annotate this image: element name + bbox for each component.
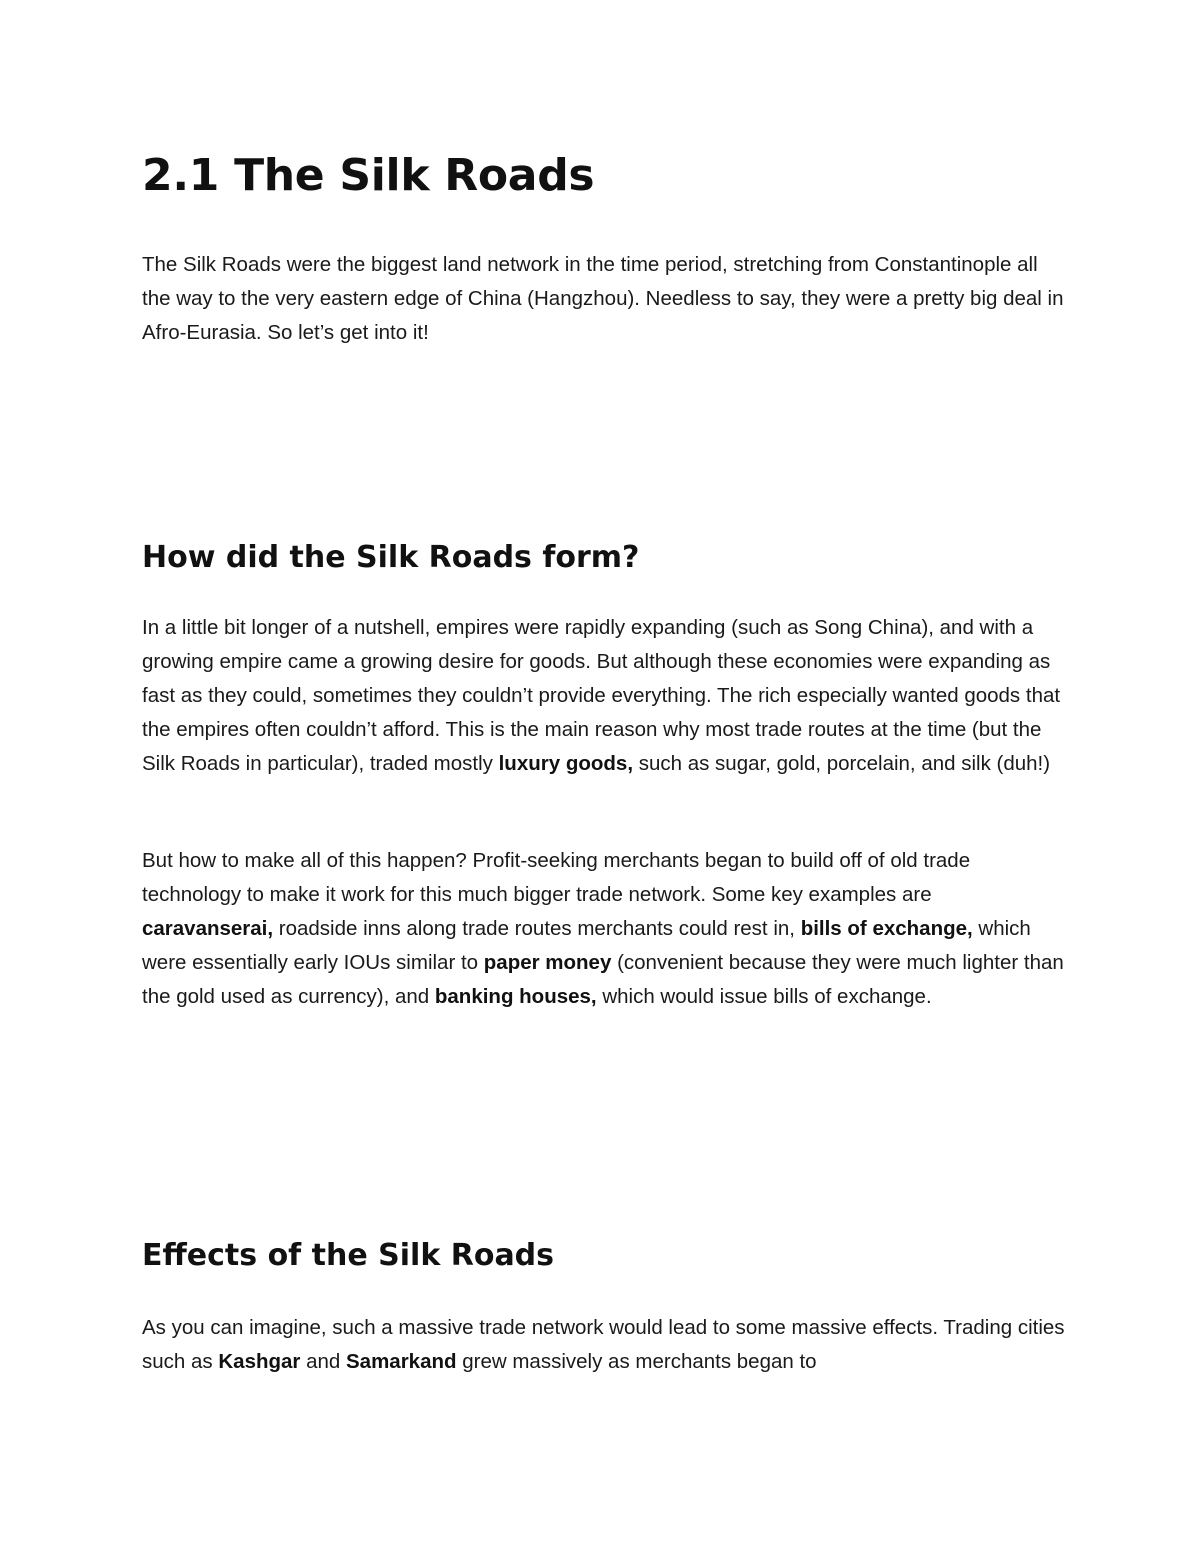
formation-paragraph-1 [142, 611, 1067, 781]
intro-paragraph: The Silk Roads were the biggest land network in the time period, stretching from Constantinople all the way to the very eastern edge of China (Hangzhou). Needless to say, they were a pretty big deal in Afro-Eurasia. So let’s get into it! [142, 253, 1064, 344]
section-heading-formation: How did the Silk Roads form? [142, 540, 640, 575]
bold-term-samarkand: Samarkand [346, 1350, 457, 1373]
paragraph-text: roadside inns along trade routes merchants could rest in, [273, 917, 801, 940]
bold-term-paper-money: paper money [483, 951, 612, 974]
bold-term-luxury-goods: luxury goods, [498, 752, 634, 775]
paragraph-text: But how to make all of this happen? Profit-seeking merchants began to build off of old trade technology to make it work for this much bigger trade network. Some key examples are [142, 849, 971, 906]
paragraph-text: grew massively as merchants began to [456, 1350, 817, 1373]
bold-term-caravanserai: caravanserai, [142, 917, 274, 940]
paragraph-text: such as sugar, gold, porcelain, and silk (duh!) [633, 752, 1051, 775]
paragraph-text: which were essentially early IOUs similar to [142, 917, 1031, 974]
bold-term-kashgar: Kashgar [218, 1350, 301, 1373]
paragraph-text: In a little bit longer of a nutshell, empires were rapidly expanding (such as Song China), and with a growing empire came a growing desire for goods. But although these economies were expanding as fast as they could, sometimes they couldn’t provide everything. The rich especially wanted goods that the empires often couldn’t afford. This is the main reason why most trade routes at the time (but the Silk Roads in particular), traded mostly [142, 616, 1061, 775]
paragraph-text: (convenient because they were much lighter than the gold used as currency), and [142, 951, 1064, 1008]
effects-paragraph [142, 1311, 1067, 1379]
section-heading-effects: Effects of the Silk Roads [142, 1238, 555, 1273]
paragraph-text: As you can imagine, such a massive trade network would lead to some massive effects. Trading cities such as [142, 1316, 1065, 1373]
page-title: 2.1 The Silk Roads [142, 150, 595, 201]
formation-paragraph-2 [142, 844, 1067, 1014]
bold-term-bills-of-exchange: bills of exchange, [800, 917, 973, 940]
paragraph-text: and [300, 1350, 346, 1373]
paragraph-text: which would issue bills of exchange. [596, 985, 932, 1008]
bold-term-banking-houses: banking houses, [434, 985, 597, 1008]
